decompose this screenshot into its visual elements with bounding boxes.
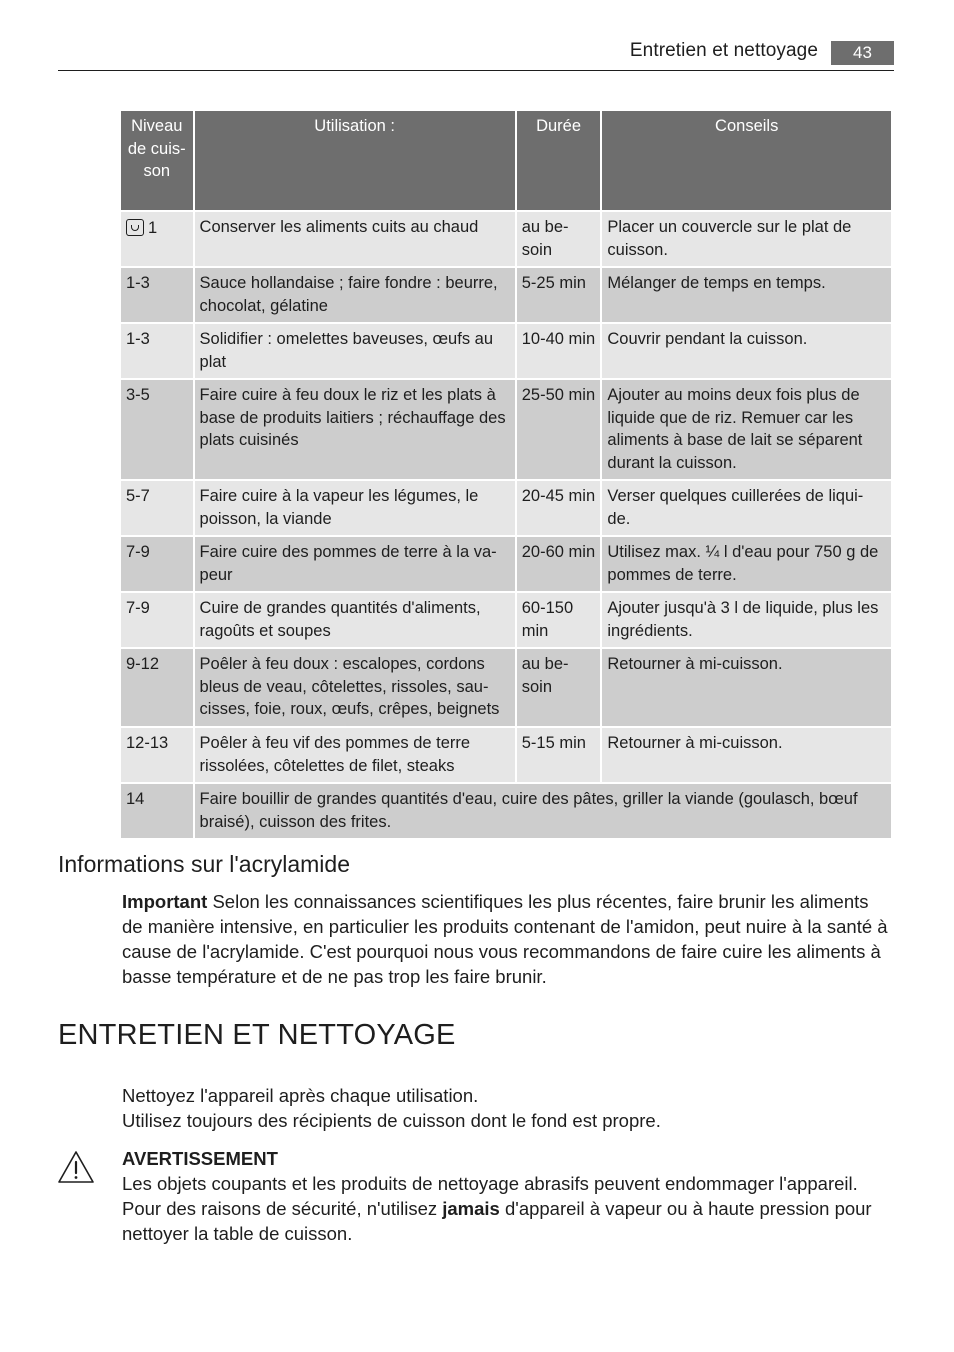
table-row	[121, 268, 891, 322]
tip-cell: Placer un couvercle sur le plat de cuisson.	[602, 212, 891, 266]
header-rule	[58, 70, 894, 71]
tip-cell: Utilisez max. ¼ l d'eau pour 750 g de pommes de terre.	[602, 537, 891, 591]
table-row	[121, 728, 891, 782]
table-row	[121, 324, 891, 378]
use-cell: Faire cuire à la vapeur les légumes, le poisson, la viande	[195, 481, 515, 535]
level-cell: 1-3	[121, 268, 193, 322]
care-line-2: Utilisez toujours des récipients de cuisson dont le fond est propre.	[122, 1110, 661, 1131]
care-heading: ENTRETIEN ET NETTOYAGE	[58, 1019, 456, 1051]
care-line-1: Nettoyez l'appareil après chaque utilisation.	[122, 1085, 479, 1106]
acrylamide-heading: Informations sur l'acrylamide	[58, 851, 350, 877]
warning-triangle-icon	[57, 1150, 95, 1184]
duration-cell: 25-50 min	[517, 380, 601, 479]
use-cell: Cuire de grandes quantités d'aliments, ragoûts et soupes	[195, 593, 515, 647]
warning-text: Les objets coupants et les produits de nettoyage abrasifs peuvent endommager l'appareil. Pour des raisons de sécurité, n'utilisez jamais d'appareil à vapeur ou à haute pression pour nettoyer la table de cuisson.	[122, 1173, 872, 1244]
duration-cell: 5-15 min	[517, 728, 601, 782]
use-cell: Sauce hollandaise ; faire fondre : beurre, chocolat, gélatine	[195, 268, 515, 322]
keep-warm-icon	[126, 219, 144, 236]
page-number-badge: 43	[831, 41, 894, 65]
use-cell: Poêler à feu doux : escalopes, cordons bleus de veau, côtelettes, rissoles, sau-cisses, foie, roux, œufs, crêpes, beignets	[195, 649, 515, 726]
care-intro	[122, 1083, 892, 1133]
tip-cell: Retourner à mi-cuisson.	[602, 649, 891, 726]
level-cell: 12-13	[121, 728, 193, 782]
col-header-tips: Conseils	[602, 111, 891, 210]
level-cell: 5-7	[121, 481, 193, 535]
tip-cell: Retourner à mi-cuisson.	[602, 728, 891, 782]
table-row	[121, 380, 891, 479]
duration-cell: au be-soin	[517, 212, 601, 266]
acrylamide-paragraph	[122, 889, 892, 989]
use-cell: Solidifier : omelettes baveuses, œufs au plat	[195, 324, 515, 378]
tip-cell: Ajouter jusqu'à 3 l de liquide, plus les ingrédients.	[602, 593, 891, 647]
level-cell: 1	[121, 212, 193, 266]
warning-emphasis: jamais	[442, 1198, 500, 1219]
important-label: Important	[122, 891, 208, 912]
header-section-title: Entretien et nettoyage	[629, 40, 818, 61]
col-header-use: Utilisation :	[195, 111, 515, 210]
duration-cell: 60-150 min	[517, 593, 601, 647]
cooking-levels-table	[119, 109, 893, 840]
use-cell: Faire cuire à feu doux le riz et les plats à base de produits laitiers ; réchauffage des plats cuisinés	[195, 380, 515, 479]
table-row	[121, 212, 891, 266]
use-cell: Faire cuire des pommes de terre à la va-peur	[195, 537, 515, 591]
level-cell: 7-9	[121, 593, 193, 647]
col-header-level: Niveau de cuis-son	[121, 111, 193, 210]
table-row	[121, 537, 891, 591]
tip-cell: Verser quelques cuillerées de liqui-de.	[602, 481, 891, 535]
table-row	[121, 593, 891, 647]
warning-block	[122, 1146, 892, 1246]
tip-cell: Mélanger de temps en temps.	[602, 268, 891, 322]
tip-cell: Couvrir pendant la cuisson.	[602, 324, 891, 378]
duration-cell: 5-25 min	[517, 268, 601, 322]
tip-cell: Ajouter au moins deux fois plus de liquide que de riz. Remuer car les aliments à base de lait se séparent durant la cuisson.	[602, 380, 891, 479]
level-cell: 14	[121, 784, 193, 838]
warning-title: AVERTISSEMENT	[122, 1148, 278, 1169]
use-cell-merged: Faire bouillir de grandes quantités d'eau, cuire des pâtes, griller la viande (goulasch, bœuf braisé), cuisson des frites.	[195, 784, 891, 838]
duration-cell: 20-60 min	[517, 537, 601, 591]
level-cell: 9-12	[121, 649, 193, 726]
table-row	[121, 784, 891, 838]
level-cell: 7-9	[121, 537, 193, 591]
table-row	[121, 481, 891, 535]
col-header-duration: Durée	[517, 111, 601, 210]
duration-cell: au be-soin	[517, 649, 601, 726]
use-cell: Conserver les aliments cuits au chaud	[195, 212, 515, 266]
table-row	[121, 649, 891, 726]
acrylamide-text: Selon les connaissances scientifiques les plus récentes, faire brunir les aliments de manière intensive, en particulier les produits contenant de l'amidon, peut nuire à la santé à cause de l'acrylamide. C'est pourquoi nous vous recommandons de faire cuire les aliments à basse température et de ne pas trop les faire brunir.	[122, 891, 888, 987]
duration-cell: 10-40 min	[517, 324, 601, 378]
duration-cell: 20-45 min	[517, 481, 601, 535]
level-cell: 3-5	[121, 380, 193, 479]
use-cell: Poêler à feu vif des pommes de terre rissolées, côtelettes de filet, steaks	[195, 728, 515, 782]
level-cell: 1-3	[121, 324, 193, 378]
